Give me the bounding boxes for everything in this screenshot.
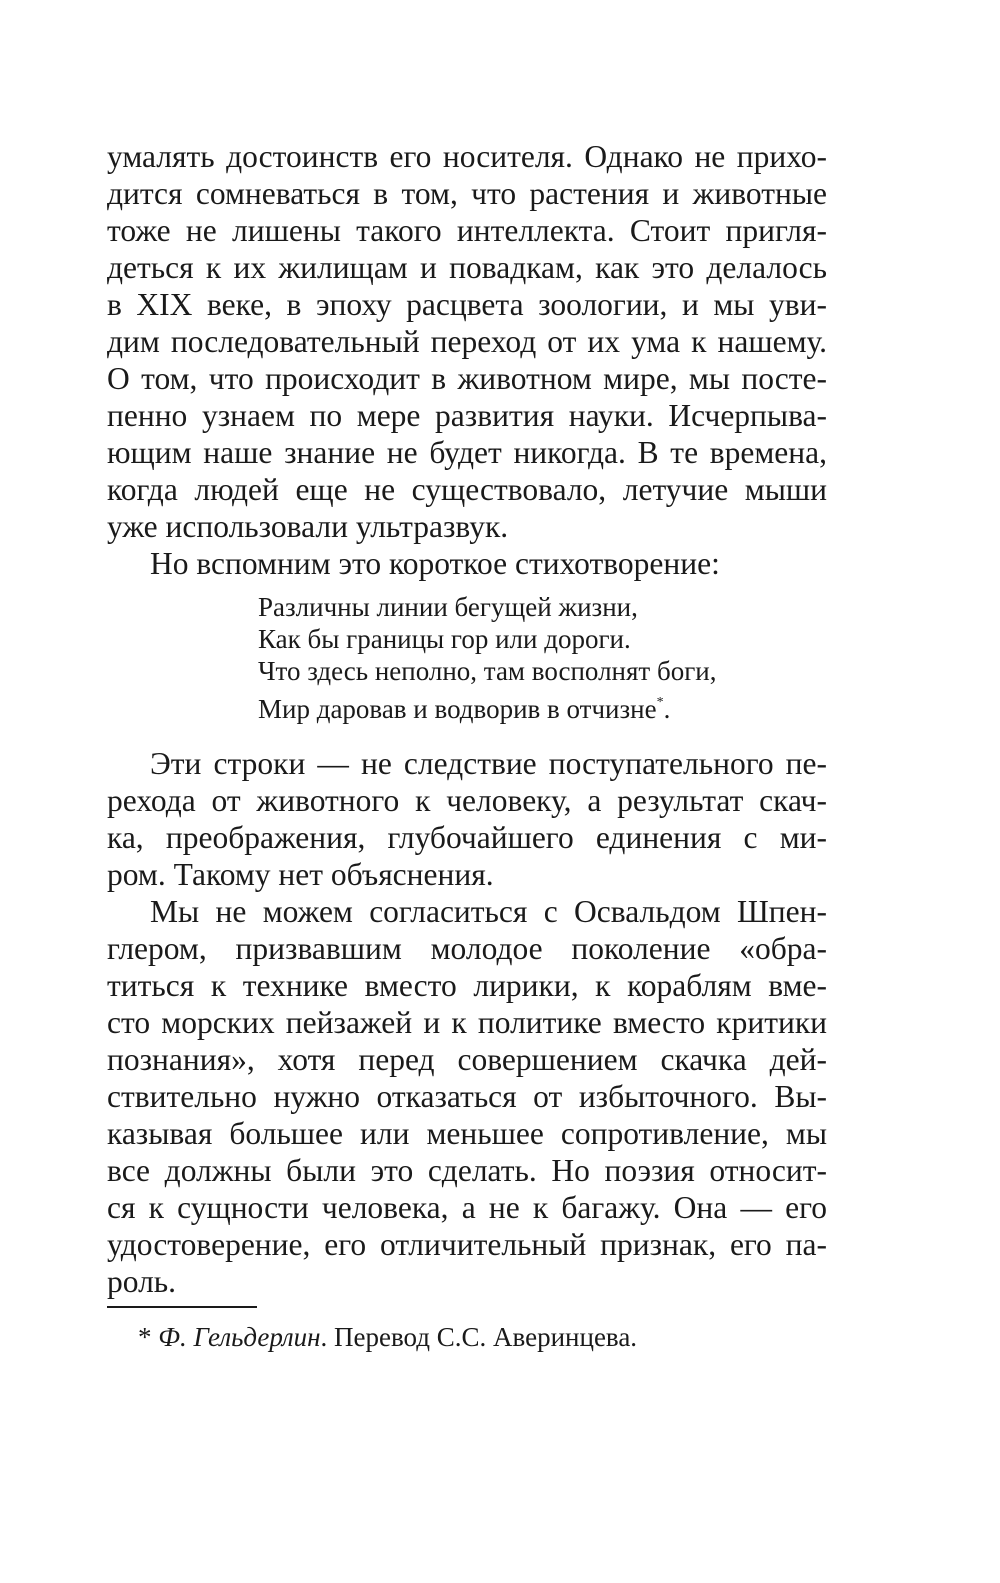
text-line: ром. Такому нет объяснения. (107, 857, 494, 892)
footnote-separator (107, 1306, 257, 1308)
text-line: в XIX веке, в эпоху расцвета зоологии, и мы уви- (107, 287, 827, 322)
footnote (138, 1321, 637, 1353)
text-line: рехода от животного к человеку, а результат скач- (107, 783, 827, 818)
text-line: ющим наше знание не будет никогда. В те времена, (107, 435, 827, 470)
text-line: роль. (107, 1264, 177, 1299)
text-line: ствительно нужно отказаться от избыточного. Вы- (107, 1079, 827, 1114)
text-line: пенно узнаем по мере развития науки. Исчерпыва- (107, 398, 827, 433)
text-line: удостоверение, его отличительный признак, его па- (107, 1227, 827, 1262)
poem-end-punctuation: . (663, 694, 671, 724)
text-line: глером, призвавшим молодое поколение «обра- (107, 931, 827, 966)
text-line: Но вспомним это короткое стихотворение: (150, 546, 720, 581)
poem-line: Различны линии бегущей жизни, (258, 592, 638, 622)
poem-line: Что здесь неполно, там восполнят боги, (258, 656, 717, 686)
text-line: Мы не можем согласиться с Освальдом Шпен- (150, 894, 827, 929)
text-line: титься к технике вместо лирики, к кораблям вме- (107, 968, 827, 1003)
footnote-marker: * (138, 1322, 152, 1352)
text-line: все должны были это сделать. Но поэзия относит- (107, 1153, 827, 1188)
text-line: дится сомневаться в том, что растения и животные (107, 176, 827, 211)
text-line: казывая большее или меньшее сопротивление, мы (107, 1116, 827, 1151)
text-line: ка, преображения, глубочайшего единения с ми- (107, 820, 827, 855)
footnote-text: . Перевод С.С. Аверинцева. (320, 1322, 638, 1352)
text-line: деться к их жилищам и повадкам, как это делалось (107, 250, 827, 285)
poem-line (258, 687, 670, 725)
text-line: уже использовали ультразвук. (107, 509, 509, 544)
text-line: Эти строки — не следствие поступательного пе- (150, 746, 827, 781)
poem-line: Как бы границы гор или дороги. (258, 624, 631, 654)
text-line: дим последовательный переход от их ума к нашему. (107, 324, 827, 359)
footnote-author: Ф. Гельдерлин (158, 1322, 321, 1352)
text-line: умалять достоинств его носителя. Однако не прихо- (107, 139, 827, 174)
text-line: сто морских пейзажей и к политике вместо критики (107, 1005, 827, 1040)
text-line: тоже не лишены такого интеллекта. Стоит пригля- (107, 213, 827, 248)
footnote-marker: * (656, 695, 664, 710)
text-line: когда людей еще не существовало, летучие мыши (107, 472, 827, 507)
text-line: ся к сущности человека, а не к багажу. Она — его (107, 1190, 827, 1225)
text-line: познания», хотя перед совершением скачка дей- (107, 1042, 827, 1077)
text-line: О том, что происходит в животном мире, мы посте- (107, 361, 827, 396)
poem-line-text: Мир даровав и водворив в отчизне (258, 694, 657, 724)
